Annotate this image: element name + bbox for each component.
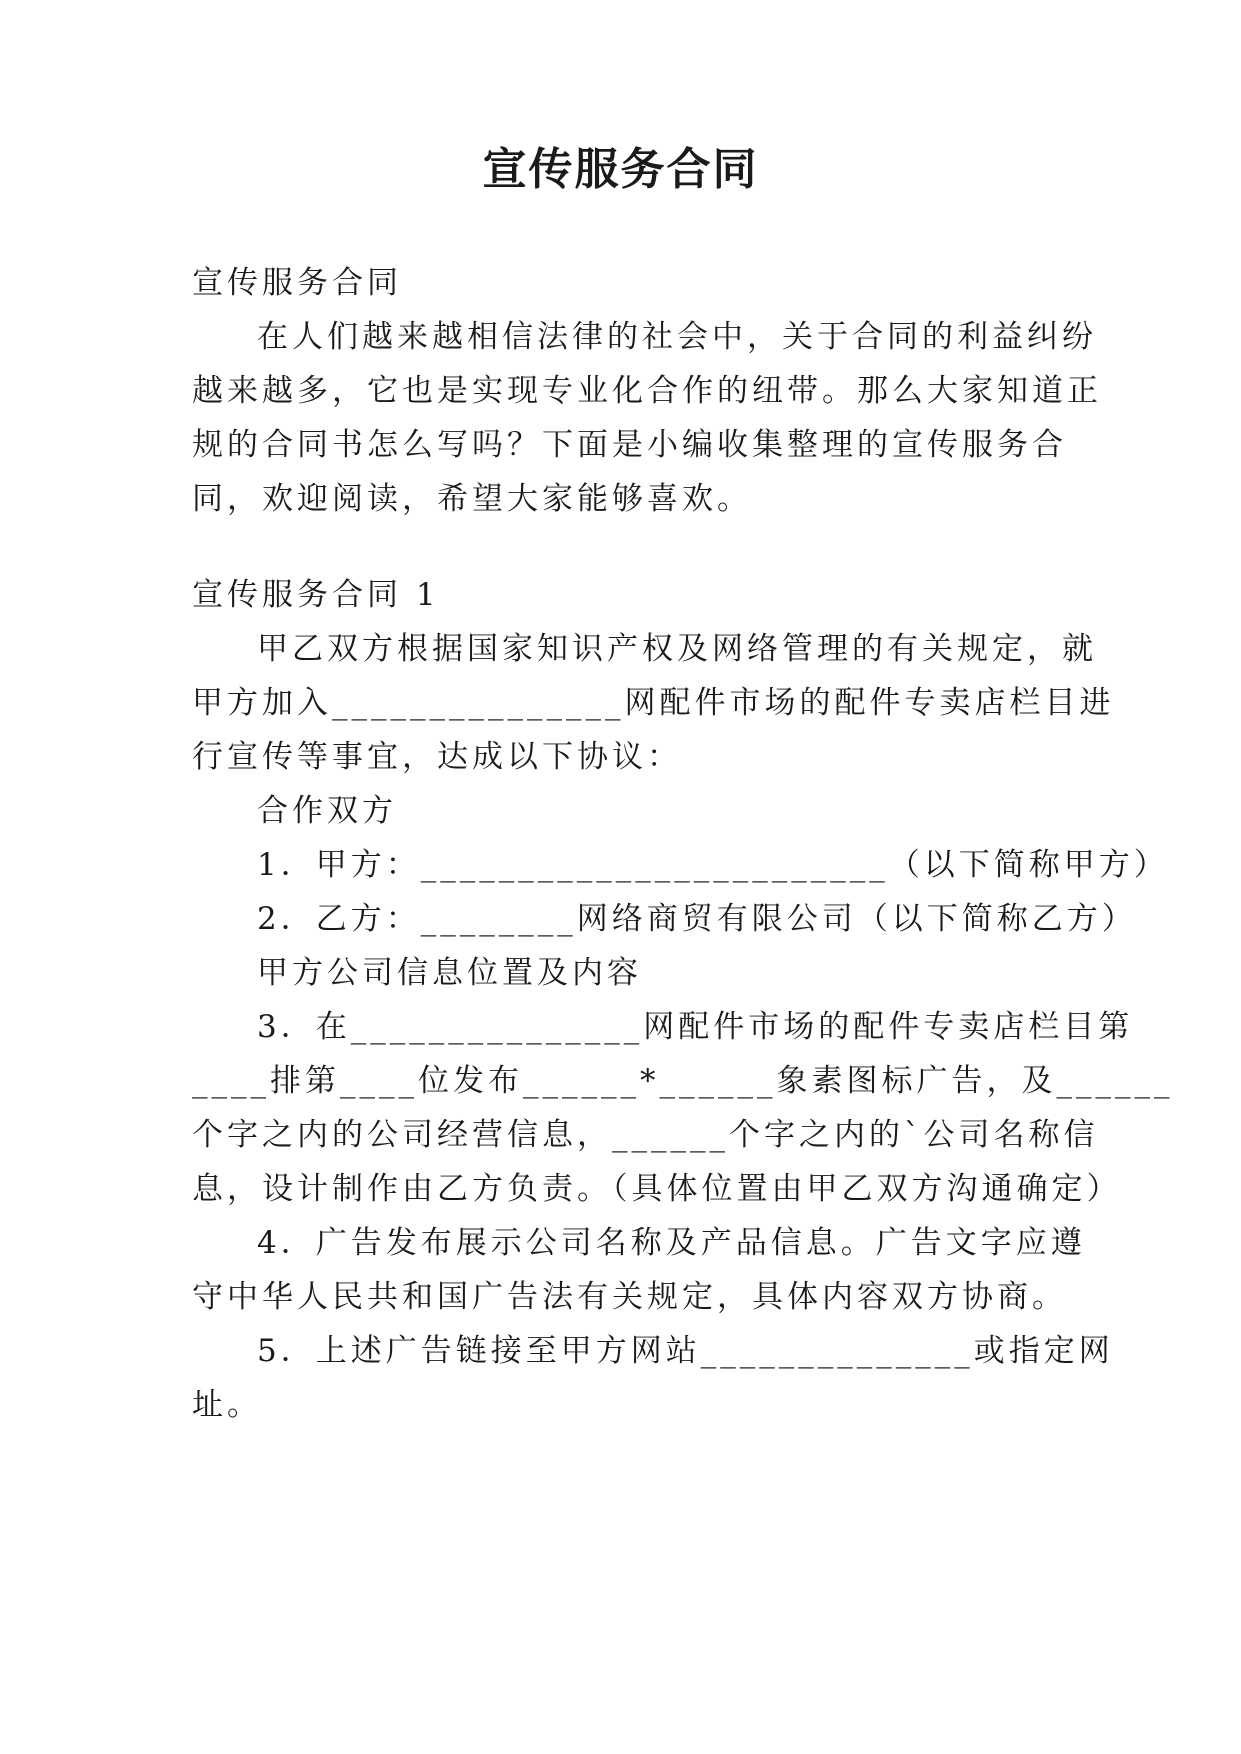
clause-4-line-2: 守中华人民共和国广告法有关规定，具体内容双方协商。 <box>192 1279 1067 1315</box>
clause-2: 2．乙方：________网络商贸有限公司（以下简称乙方） <box>257 901 1137 937</box>
intro-line-3: 规的合同书怎么写吗？下面是小编收集整理的宣传服务合 <box>192 427 1067 463</box>
intro-line-1: 在人们越来越相信法律的社会中，关于合同的利益纠纷 <box>257 319 1097 355</box>
section1-subheading-info: 甲方公司信息位置及内容 <box>257 955 642 991</box>
clause-1: 1．甲方：________________________（以下简称甲方） <box>257 847 1169 883</box>
intro-line-4: 同，欢迎阅读，希望大家能够喜欢。 <box>192 481 752 517</box>
clause-3-line-2: ____排第____位发布______*______象素图标广告，及______ <box>192 1063 1174 1099</box>
clause-5-line-2: 址。 <box>192 1387 262 1423</box>
section1-line-2: 甲方加入_______________网配件市场的配件专卖店栏目进 <box>192 685 1115 721</box>
intro-line-2: 越来越多，它也是实现专业化合作的纽带。那么大家知道正 <box>192 373 1102 409</box>
section1-line-1: 甲乙双方根据国家知识产权及网络管理的有关规定，就 <box>257 631 1097 667</box>
document-title: 宣传服务合同 <box>482 144 759 195</box>
clause-4-line-1: 4．广告发布展示公司名称及产品信息。广告文字应遵 <box>257 1225 1086 1261</box>
clause-5-line-1: 5．上述广告链接至甲方网站______________或指定网 <box>257 1333 1114 1369</box>
intro-heading: 宣传服务合同 <box>192 265 402 301</box>
clause-3-line-4: 息，设计制作由乙方负责。（具体位置由甲乙双方沟通确定） <box>192 1171 1122 1207</box>
clause-3-line-3: 个字之内的公司经营信息，______个字之内的`公司名称信 <box>192 1117 1099 1153</box>
section1-subheading-parties: 合作双方 <box>257 793 397 829</box>
clause-3-line-1: 3．在_______________网配件市场的配件专卖店栏目第 <box>257 1009 1134 1045</box>
section1-line-3: 行宣传等事宜，达成以下协议： <box>192 739 682 775</box>
section1-heading: 宣传服务合同 1 <box>192 577 440 613</box>
